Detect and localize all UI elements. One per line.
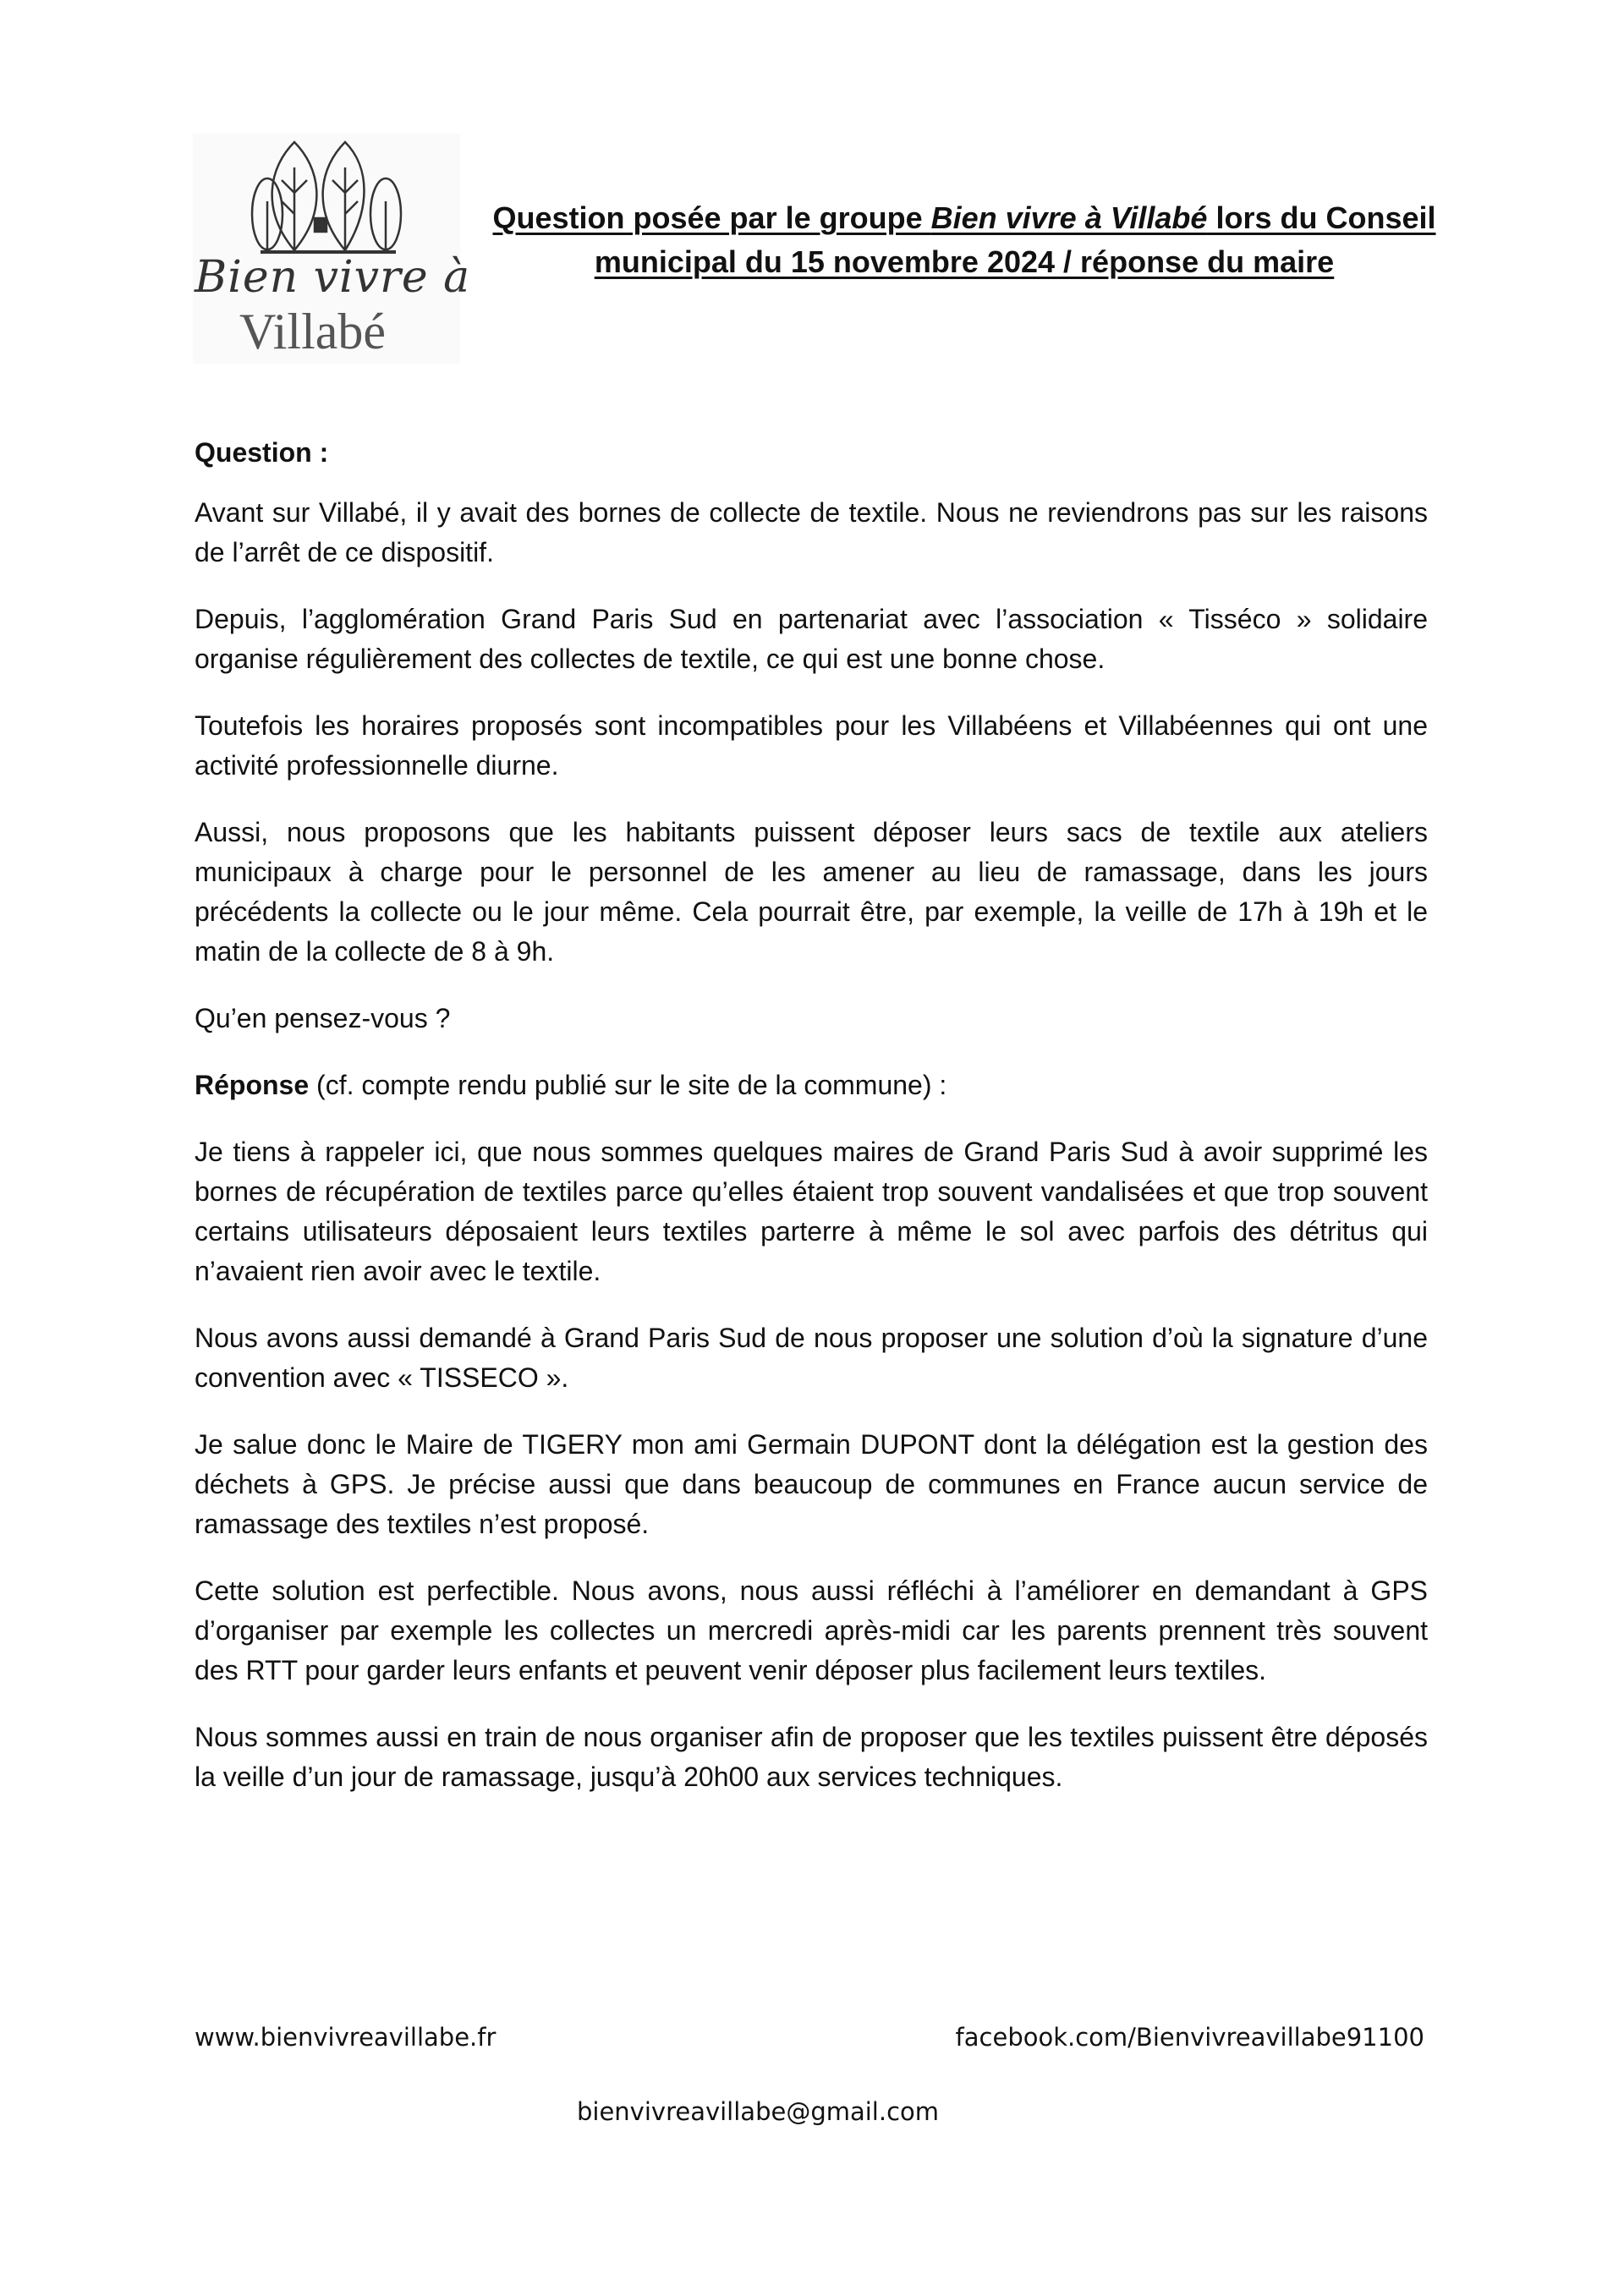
logo-script-text: Bien vivre à [195, 252, 471, 303]
response-paragraph: Nous avons aussi demandé à Grand Paris Sud de nous proposer une solution d’où la signature d’une convention avec « TISSECO ». [195, 1323, 1428, 1393]
title-part1: Question posée par le groupe [492, 200, 931, 235]
page-title [491, 196, 1438, 284]
response-paragraph: Je salue donc le Maire de TIGERY mon ami Germain DUPONT dont la délégation est la gestion des déchets à GPS. Je précise aussi que dans beaucoup de communes en France aucun service de ramassage des textiles n’est proposé. [195, 1429, 1428, 1539]
question-paragraph: Qu’en pensez-vous ? [195, 1003, 451, 1033]
logo-town-text: Villabé [239, 304, 386, 359]
response-paragraph: Je tiens à rappeler ici, que nous sommes quelques maires de Grand Paris Sud à avoir supprimé les bornes de récupération de textiles parce qu’elles étaient trop souvent vandalisées et que trop souvent certains utilisateurs déposaient leurs textiles parterre à même le sol avec parfois des détritus qui n’avaient rien avoir avec le textile. [195, 1137, 1428, 1286]
title-part2: lors du Conseil municipal du 15 novembre 2024 / réponse du maire [594, 200, 1436, 279]
logo [193, 134, 471, 364]
title-group-name: Bien vivre à Villabé [930, 200, 1208, 235]
response-paragraph: Nous sommes aussi en train de nous organiser afin de proposer que les textiles puissent être déposés la veille d’un jour de ramassage, jusqu’à 20h00 aux services techniques. [195, 1722, 1428, 1792]
question-paragraph: Aussi, nous proposons que les habitants puissent déposer leurs sacs de textile aux ateliers municipaux à charge pour le personnel de les amener au lieu de ramassage, dans les jours précédents la collecte ou le jour même. Cela pourrait être, par exemple, la veille de 17h à 19h et le matin de la collecte de 8 à 9h. [195, 817, 1428, 967]
trees-house-icon [244, 134, 413, 260]
footer-facebook[interactable]: facebook.com/Bienvivreavillabe91100 [955, 2023, 1424, 2052]
document-body [195, 433, 1428, 1824]
response-note: (cf. compte rendu publié sur le site de la commune) : [309, 1070, 947, 1100]
response-paragraph: Cette solution est perfectible. Nous avons, nous aussi réfléchi à l’améliorer en demandant à GPS d’organiser par exemple les collectes un mercredi après-midi car les parents prennent très souvent des RTT pour garder leurs enfants et peuvent venir déposer plus facilement leurs textiles. [195, 1575, 1428, 1685]
footer-website[interactable]: www.bienvivreavillabe.fr [195, 2023, 497, 2052]
question-paragraph: Depuis, l’agglomération Grand Paris Sud en partenariat avec l’association « Tisséco » solidaire organise régulièrement des collectes de textile, ce qui est une bonne chose. [195, 604, 1428, 674]
question-heading: Question : [195, 437, 329, 468]
question-paragraph: Toutefois les horaires proposés sont incompatibles pour les Villabéens et Villabéennes qui ont une activité professionnelle diurne. [195, 710, 1428, 781]
question-paragraph: Avant sur Villabé, il y avait des bornes de collecte de textile. Nous ne reviendrons pas sur les raisons de l’arrêt de ce dispositif. [195, 497, 1428, 567]
response-heading: Réponse [195, 1070, 310, 1100]
footer-email[interactable]: bienvivreavillabe@gmail.com [577, 2097, 940, 2126]
response-heading-line [195, 1066, 1428, 1105]
